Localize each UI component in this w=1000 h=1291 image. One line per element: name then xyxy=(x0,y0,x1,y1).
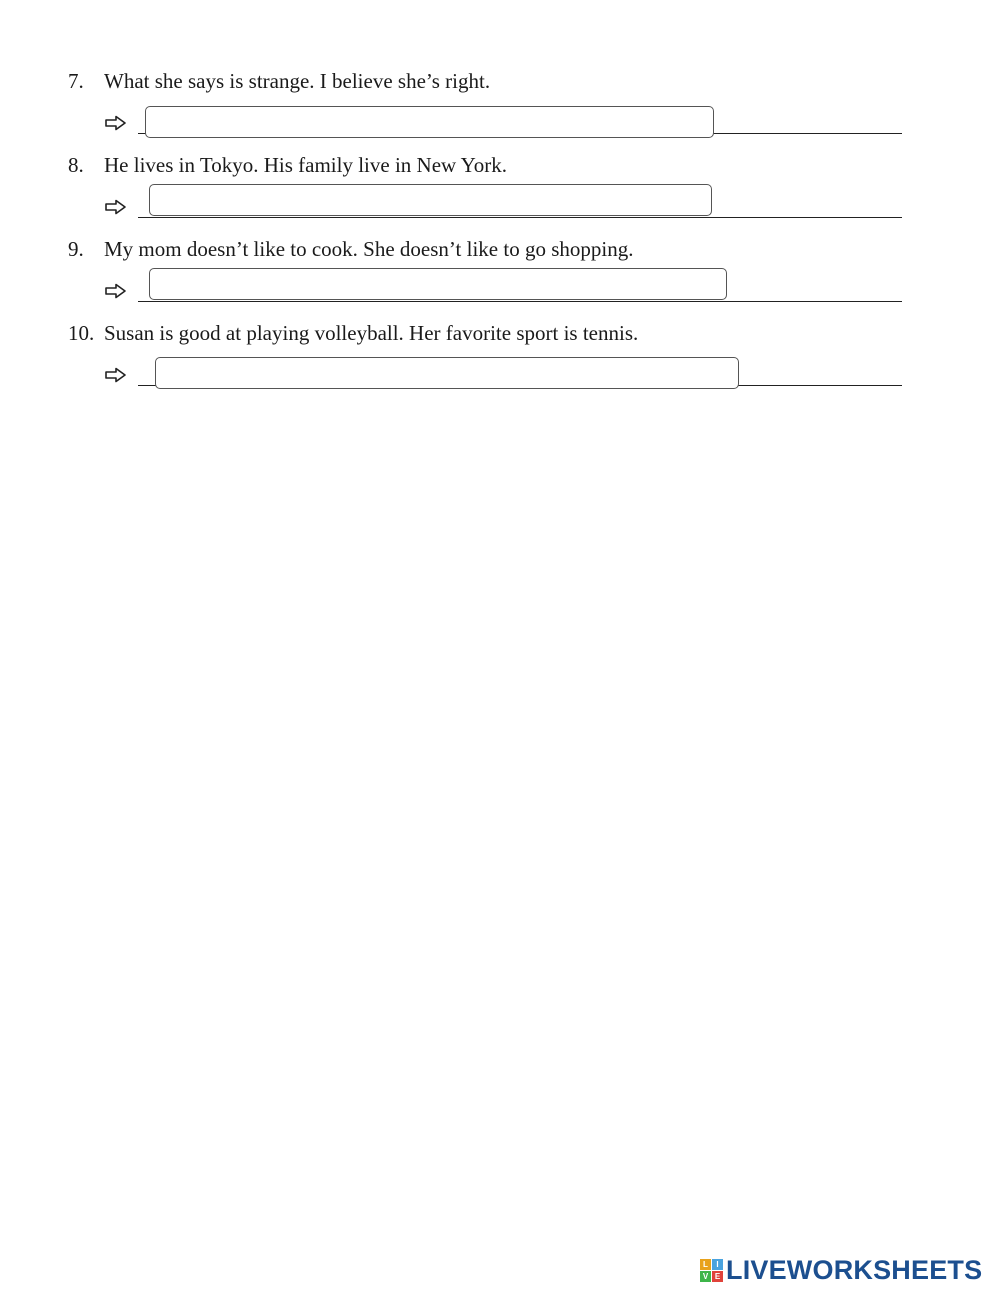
question-number: 10. xyxy=(68,321,95,345)
liveworksheets-logo-icon xyxy=(700,1259,723,1282)
answer-input[interactable] xyxy=(149,184,712,216)
logo-letter: L xyxy=(700,1259,711,1270)
right-arrow-outline-icon xyxy=(104,367,128,383)
logo-letter: V xyxy=(700,1271,711,1282)
right-arrow-outline-icon xyxy=(104,283,128,299)
question-number: 7. xyxy=(68,69,84,93)
question-text: My mom doesn’t like to cook. She doesn’t like to go shopping. xyxy=(104,237,634,261)
answer-input[interactable] xyxy=(149,268,727,300)
logo-letter: I xyxy=(712,1259,723,1270)
answer-input[interactable] xyxy=(155,357,739,389)
question-text: What she says is strange. I believe she’s right. xyxy=(104,69,491,93)
question-number: 9. xyxy=(68,237,84,261)
brand-name: LIVEWORKSHEETS xyxy=(726,1254,983,1285)
question-text: He lives in Tokyo. His family live in New York. xyxy=(104,153,507,177)
question-number: 8. xyxy=(68,153,84,177)
answer-line xyxy=(138,217,902,218)
logo-letter: E xyxy=(712,1271,723,1282)
liveworksheets-brand xyxy=(700,1256,982,1284)
right-arrow-outline-icon xyxy=(104,115,128,131)
question-text: Susan is good at playing volleyball. Her favorite sport is tennis. xyxy=(104,321,639,345)
answer-input[interactable] xyxy=(145,106,714,138)
right-arrow-outline-icon xyxy=(104,199,128,215)
answer-line xyxy=(138,301,902,302)
